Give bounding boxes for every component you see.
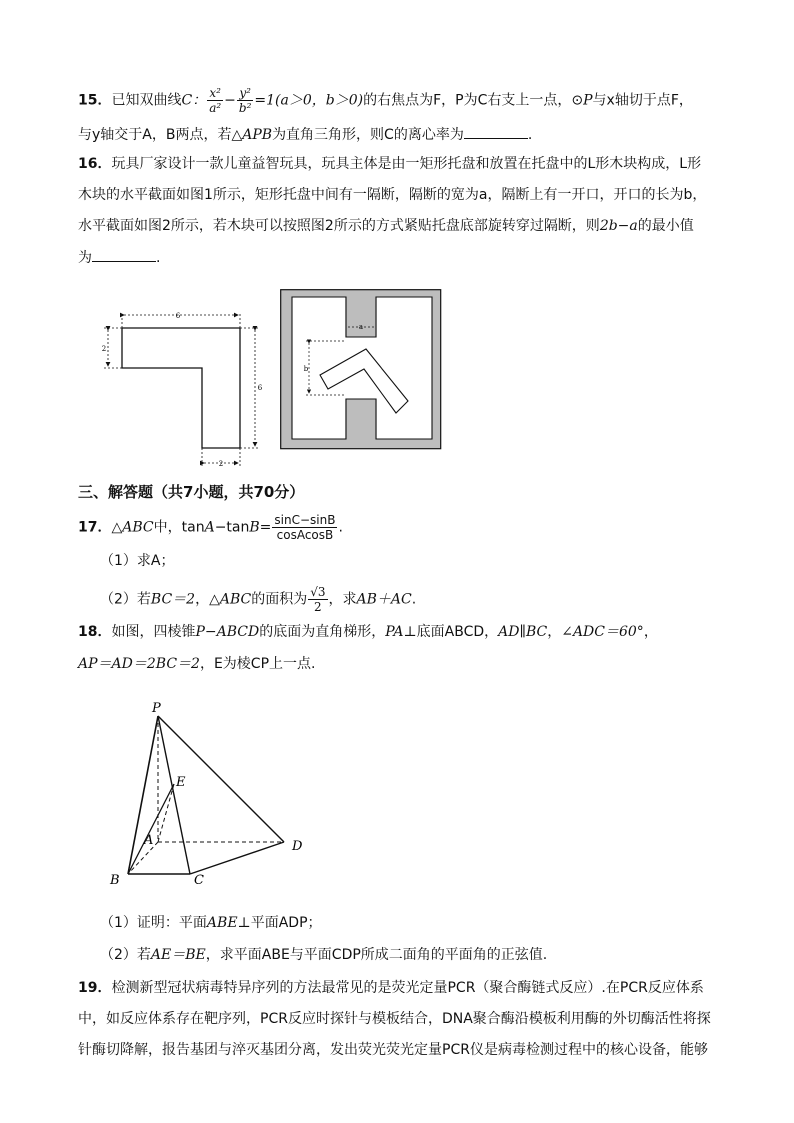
q15-line2: 与y轴交于A，B两点，若△APB为直角三角形，则C的离心率为 . <box>78 124 532 145</box>
circle-symbol: ⊙ <box>571 92 584 109</box>
q19-line3: 针酶切降解，报告基团与淬灭基团分离，发出荧光荧光定量PCR仪是病毒检测过程中的核心设备，能够 <box>78 1042 708 1058</box>
q15-frac-x: $\frac{\text{x²}}{\text{a²}}$ <box>209 86 222 115</box>
point-e: E <box>176 775 186 790</box>
q16-number: 16． <box>78 156 112 172</box>
dim-left: 2 <box>101 345 107 353</box>
vertex-p: P <box>152 701 161 716</box>
vertex-b: B <box>110 873 120 888</box>
partition-bottom <box>346 399 376 439</box>
dim-right: 6 <box>257 384 263 392</box>
q16-line2: 木块的水平截面如图1所示，矩形托盘中间有一隔断，隔断的宽为a，隔断上有一开口，开口的长为b， <box>78 187 707 203</box>
dim-a: a <box>358 323 364 331</box>
vertex-a: A <box>144 833 154 848</box>
dim-bottom: 2 <box>218 460 224 468</box>
q18-part2: （2）若AE＝BE，求平面ABE与平面CDP所成二面角的平面角的正弦值. <box>100 947 548 963</box>
figure-3-pyramid <box>100 696 320 892</box>
figure-2-tray <box>280 289 442 451</box>
q17-part1: （1）求A； <box>100 553 175 569</box>
q18-line1: 18．如图，四棱锥P−ABCD的底面为直角梯形，PA⊥底面ABCD，AD∥BC，∠ADC＝60°， <box>78 624 658 640</box>
q17-fraction: $\frac{\sin C-\sin B}{\text{cosAcosB}}$ <box>274 513 336 542</box>
l-shape-outline <box>122 328 240 448</box>
vertex-c: C <box>194 873 204 888</box>
q16-line3: 水平截面如图2所示，若木块可以按照图2所示的方式紧贴托盘底部旋转穿过隔断，则2b−a的最小值 <box>78 218 694 234</box>
q15-curve: C： <box>181 92 207 109</box>
q15-number: 15． <box>78 92 112 109</box>
q18-number: 18． <box>78 624 112 640</box>
figure-1-l-shape <box>98 306 270 472</box>
q19-number: 19． <box>78 980 112 996</box>
q17-number: 17． <box>78 519 112 536</box>
vertex-d: D <box>292 839 303 854</box>
q15-frac-y: $\frac{\text{y²}}{\text{b²}}$ <box>238 86 252 115</box>
q16-line1: 16．玩具厂家设计一款儿童益智玩具，玩具主体是由一矩形托盘和放置在托盘中的L形木块构成，L形 <box>78 156 702 172</box>
answer-blank-16 <box>92 247 156 262</box>
q18-line2: AP＝AD＝2BC＝2，E为棱CP上一点. <box>78 656 316 672</box>
q17-line1: 17．△ABC中，tanA−tanB= $\frac{\sin C-\sin B}{\text{cosAcosB}}$ . <box>78 513 343 542</box>
q19-line2: 中，如反应体系存在靶序列，PCR反应时探针与模板结合，DNA聚合酶沿模板利用酶的外切酶活性将探 <box>78 1011 711 1027</box>
q15-line1: 15．已知双曲线C： $\frac{\text{x²}}{\text{a²}}$ − $\frac{\text{y²}}{\text{b²}}$ =1(a＞0，b＞0)的右焦点为F，P为C右支上一点，⊙P与x轴切于点F， <box>78 86 693 115</box>
q16-expression: 2b−a <box>599 218 638 234</box>
q16-line4: 为 . <box>78 247 160 268</box>
section-3-heading: 三、解答题（共7小题，共70分） <box>78 483 305 501</box>
q18-part1: （1）证明：平面ABE⊥平面ADP； <box>100 915 322 931</box>
dim-top: 6 <box>175 312 181 320</box>
q17-part2: （2）若BC＝2，△ABC的面积为 $\frac{√3}{2}$ ，求AB＋AC. <box>100 585 417 614</box>
area-fraction: $\frac{√3}{2}$ <box>310 585 326 614</box>
q15-condition: =1(a＞0，b＞0) <box>254 92 364 109</box>
partition-top <box>346 297 376 337</box>
dim-b: b <box>303 365 309 373</box>
q19-line1: 19．检测新型冠状病毒特异序列的方法最常见的是荧光定量PCR（聚合酶链式反应）.在PCR反应体系 <box>78 980 704 996</box>
answer-blank-15 <box>464 124 528 139</box>
q15-text: 已知双曲线 <box>111 92 182 109</box>
